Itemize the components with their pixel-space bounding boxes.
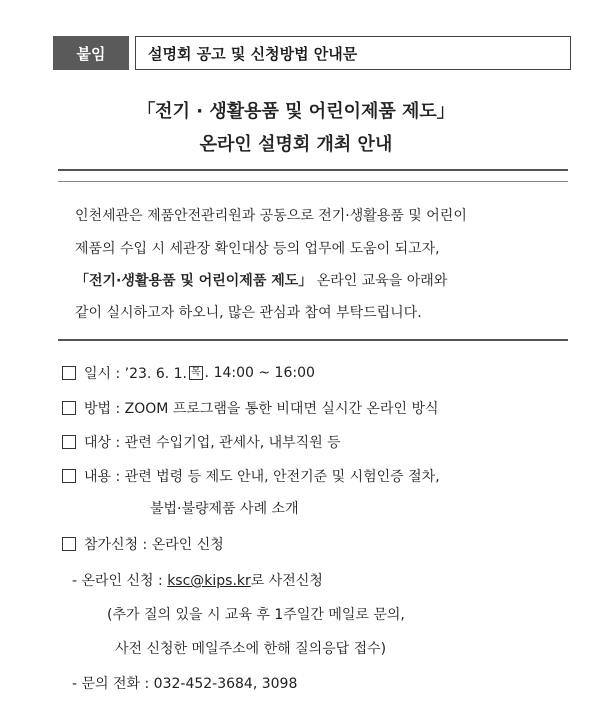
date-item <box>62 363 315 383</box>
email-link[interactable]: ksc@kips.kr <box>167 573 251 589</box>
checkbox-icon <box>62 366 76 380</box>
method-text: 방법 : ZOOM 프로그램을 통한 비대면 실시간 온라인 방식 <box>84 401 439 417</box>
method-item <box>62 398 439 418</box>
intro-line3-rest: 온라인 교육을 아래와 <box>312 273 448 289</box>
checkbox-icon <box>62 435 76 449</box>
header-title: 설명회 공고 및 신청방법 안내문 <box>135 36 571 70</box>
intro-line1: 인천세관은 제품안전관리원과 공동으로 전기·생활용품 및 어린이 <box>75 208 467 224</box>
day-box: 목 <box>191 367 201 378</box>
main-title-line1: 「전기 · 생활용품 및 어린이제품 제도」 <box>137 101 455 122</box>
date-time: . 14:00 ~ 16:00 <box>204 365 315 381</box>
divider-thin <box>58 181 568 182</box>
intro-line2: 제품의 수입 시 세관장 확인대상 등의 업무에 도움이 되고자, <box>75 241 440 257</box>
divider-bottom <box>58 339 568 341</box>
target-item <box>62 432 341 452</box>
note-line2: 사전 신청한 메일주소에 한해 질의응답 접수) <box>115 641 387 657</box>
phone-line: - 문의 전화 : 032-452-3684, 3098 <box>72 676 298 692</box>
intro-line4: 같이 실시하고자 하오니, 많은 관심과 참여 부탁드립니다. <box>75 305 422 321</box>
online-suffix: 로 사전신청 <box>250 573 323 589</box>
main-title-line2: 온라인 설명회 개최 안내 <box>199 134 393 155</box>
intro-line3 <box>75 270 569 290</box>
online-prefix: - 온라인 신청 : <box>72 573 168 589</box>
attachment-tag: 붙임 <box>53 36 129 70</box>
checkbox-icon <box>62 401 76 415</box>
online-apply-line <box>72 570 323 590</box>
checkbox-icon <box>62 537 76 551</box>
apply-item <box>62 534 224 554</box>
content-continued: 불법·불량제품 사례 소개 <box>150 501 299 517</box>
target-text: 대상 : 관련 수입기업, 관세사, 내부직원 등 <box>84 435 341 451</box>
intro-bold-title: 「전기·생활용품 및 어린이제품 제도」 <box>75 273 313 289</box>
checkbox-icon <box>62 469 76 483</box>
date-prefix: 일시 : ’23. 6. 1. <box>84 366 187 382</box>
note-line1: (추가 질의 있을 시 교육 후 1주일간 메일로 문의, <box>107 607 405 623</box>
header-box <box>53 36 571 70</box>
content-text: 내용 : 관련 법령 등 제도 안내, 안전기준 및 시험인증 절차, <box>84 469 440 485</box>
divider-thick <box>58 169 568 171</box>
apply-text: 참가신청 : 온라인 신청 <box>84 537 224 553</box>
content-item <box>62 466 440 486</box>
